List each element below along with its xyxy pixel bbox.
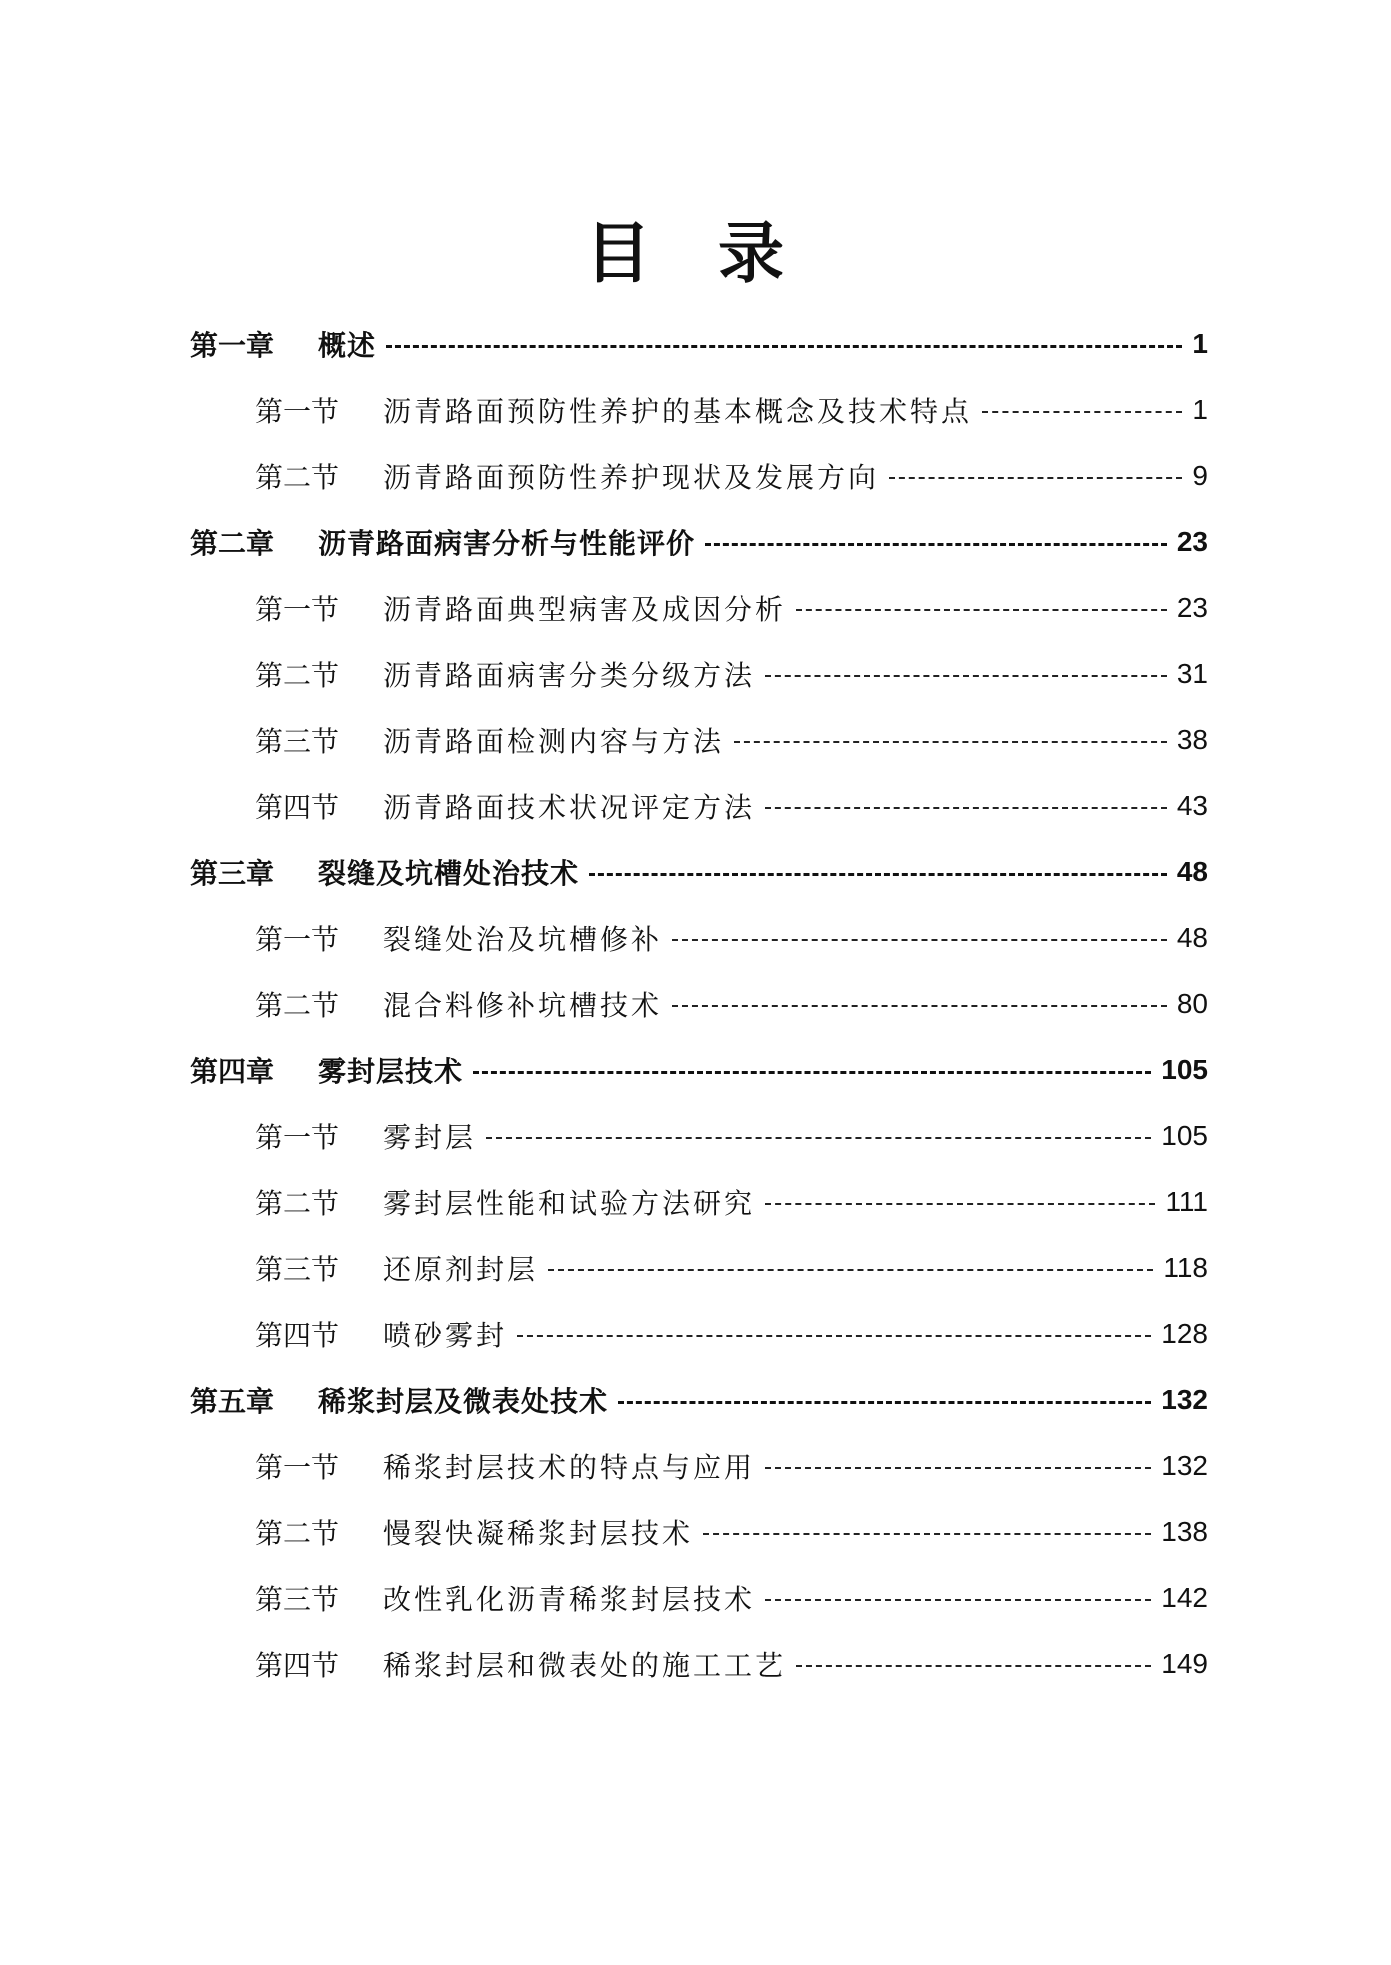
toc-section-entry[interactable] bbox=[255, 1180, 1208, 1224]
section-number: 第二节 bbox=[255, 1187, 340, 1220]
section-title: 慢裂快凝稀浆封层技术 bbox=[383, 1517, 694, 1550]
dot-leader bbox=[672, 939, 1167, 941]
section-title: 稀浆封层技术的特点与应用 bbox=[383, 1451, 756, 1484]
toc-section-entry[interactable] bbox=[255, 652, 1208, 696]
page-number: 105 bbox=[1161, 1120, 1208, 1151]
section-title: 沥青路面检测内容与方法 bbox=[383, 725, 725, 758]
dot-leader bbox=[765, 1467, 1151, 1469]
chapter-title: 裂缝及坑槽处治技术 bbox=[318, 857, 580, 890]
chapter-title: 概述 bbox=[318, 329, 377, 362]
section-title: 雾封层性能和试验方法研究 bbox=[383, 1187, 756, 1220]
toc-section-entry[interactable] bbox=[255, 1246, 1208, 1290]
toc-chapter-entry[interactable] bbox=[190, 1048, 1208, 1092]
toc-section-entry[interactable] bbox=[255, 916, 1208, 960]
section-title: 沥青路面技术状况评定方法 bbox=[383, 791, 756, 824]
section-number: 第三节 bbox=[255, 725, 340, 758]
section-number: 第一节 bbox=[255, 593, 340, 626]
page-number: 138 bbox=[1161, 1516, 1208, 1547]
page-number: 118 bbox=[1163, 1252, 1208, 1283]
section-title: 沥青路面病害分类分级方法 bbox=[383, 659, 756, 692]
dot-leader bbox=[618, 1401, 1151, 1404]
chapter-number: 第三章 bbox=[190, 857, 275, 890]
page-number: 105 bbox=[1161, 1054, 1208, 1085]
toc-chapter-entry[interactable] bbox=[190, 1378, 1208, 1422]
section-number: 第二节 bbox=[255, 989, 340, 1022]
page-number: 128 bbox=[1161, 1318, 1208, 1349]
section-number: 第三节 bbox=[255, 1583, 340, 1616]
section-number: 第一节 bbox=[255, 1121, 340, 1154]
section-number: 第一节 bbox=[255, 923, 340, 956]
section-title: 混合料修补坑槽技术 bbox=[383, 989, 663, 1022]
section-title: 喷砂雾封 bbox=[383, 1319, 508, 1352]
chapter-title: 稀浆封层及微表处技术 bbox=[318, 1385, 609, 1418]
toc-section-entry[interactable] bbox=[255, 982, 1208, 1026]
page-number: 142 bbox=[1161, 1582, 1208, 1613]
page-number: 23 bbox=[1176, 592, 1208, 623]
toc-section-entry[interactable] bbox=[255, 1576, 1208, 1620]
chapter-title: 雾封层技术 bbox=[318, 1055, 464, 1088]
chapter-number: 第二章 bbox=[190, 527, 275, 560]
section-number: 第一节 bbox=[255, 1451, 340, 1484]
toc-section-entry[interactable] bbox=[255, 1510, 1208, 1554]
dot-leader bbox=[982, 411, 1182, 413]
toc-section-entry[interactable] bbox=[255, 1642, 1208, 1686]
dot-leader bbox=[765, 807, 1167, 809]
dot-leader bbox=[473, 1071, 1151, 1074]
dot-leader bbox=[765, 1599, 1151, 1601]
page-number: 31 bbox=[1176, 658, 1208, 689]
page-number: 9 bbox=[1192, 460, 1208, 491]
page-number: 38 bbox=[1176, 724, 1208, 755]
page-number: 1 bbox=[1192, 328, 1208, 359]
section-title: 改性乳化沥青稀浆封层技术 bbox=[383, 1583, 756, 1616]
toc-chapter-entry[interactable] bbox=[190, 322, 1208, 366]
dot-leader bbox=[889, 477, 1182, 479]
chapter-number: 第四章 bbox=[190, 1055, 275, 1088]
page-number: 48 bbox=[1176, 922, 1208, 953]
page-number: 132 bbox=[1161, 1384, 1208, 1415]
section-title: 裂缝处治及坑槽修补 bbox=[383, 923, 663, 956]
page-number: 43 bbox=[1176, 790, 1208, 821]
dot-leader bbox=[517, 1335, 1151, 1337]
toc-section-entry[interactable] bbox=[255, 1312, 1208, 1356]
dot-leader bbox=[796, 609, 1167, 611]
page-number: 23 bbox=[1176, 526, 1208, 557]
section-title: 沥青路面预防性养护的基本概念及技术特点 bbox=[383, 395, 973, 428]
page-number: 132 bbox=[1161, 1450, 1208, 1481]
dot-leader bbox=[703, 1533, 1151, 1535]
toc-chapter-entry[interactable] bbox=[190, 520, 1208, 564]
section-title: 还原剂封层 bbox=[383, 1253, 539, 1286]
section-number: 第一节 bbox=[255, 395, 340, 428]
chapter-title: 沥青路面病害分析与性能评价 bbox=[318, 527, 696, 560]
dot-leader bbox=[796, 1665, 1151, 1667]
dot-leader bbox=[486, 1137, 1151, 1139]
toc-section-entry[interactable] bbox=[255, 784, 1208, 828]
toc-section-entry[interactable] bbox=[255, 718, 1208, 762]
section-number: 第四节 bbox=[255, 791, 340, 824]
section-number: 第二节 bbox=[255, 1517, 340, 1550]
dot-leader bbox=[386, 345, 1182, 348]
toc-section-entry[interactable] bbox=[255, 388, 1208, 432]
dot-leader bbox=[705, 543, 1167, 546]
toc-section-entry[interactable] bbox=[255, 1444, 1208, 1488]
dot-leader bbox=[765, 675, 1167, 677]
toc-chapter-entry[interactable] bbox=[190, 850, 1208, 894]
toc-section-entry[interactable] bbox=[255, 454, 1208, 498]
section-title: 雾封层 bbox=[383, 1121, 477, 1154]
page-number: 111 bbox=[1165, 1186, 1208, 1217]
chapter-number: 第五章 bbox=[190, 1385, 275, 1418]
page-number: 1 bbox=[1192, 394, 1208, 425]
page-title: 目 录 bbox=[585, 214, 806, 292]
section-number: 第三节 bbox=[255, 1253, 340, 1286]
toc-section-entry[interactable] bbox=[255, 586, 1208, 630]
dot-leader bbox=[548, 1269, 1153, 1271]
toc-section-entry[interactable] bbox=[255, 1114, 1208, 1158]
section-number: 第四节 bbox=[255, 1649, 340, 1682]
page-number: 48 bbox=[1176, 856, 1208, 887]
dot-leader bbox=[672, 1005, 1167, 1007]
section-title: 沥青路面典型病害及成因分析 bbox=[383, 593, 787, 626]
page-number: 80 bbox=[1176, 988, 1208, 1019]
dot-leader bbox=[589, 873, 1167, 876]
section-number: 第二节 bbox=[255, 659, 340, 692]
section-title: 沥青路面预防性养护现状及发展方向 bbox=[383, 461, 880, 494]
chapter-number: 第一章 bbox=[190, 329, 275, 362]
dot-leader bbox=[765, 1203, 1155, 1205]
dot-leader bbox=[734, 741, 1167, 743]
section-number: 第四节 bbox=[255, 1319, 340, 1352]
section-number: 第二节 bbox=[255, 461, 340, 494]
page-number: 149 bbox=[1161, 1648, 1208, 1679]
section-title: 稀浆封层和微表处的施工工艺 bbox=[383, 1649, 787, 1682]
